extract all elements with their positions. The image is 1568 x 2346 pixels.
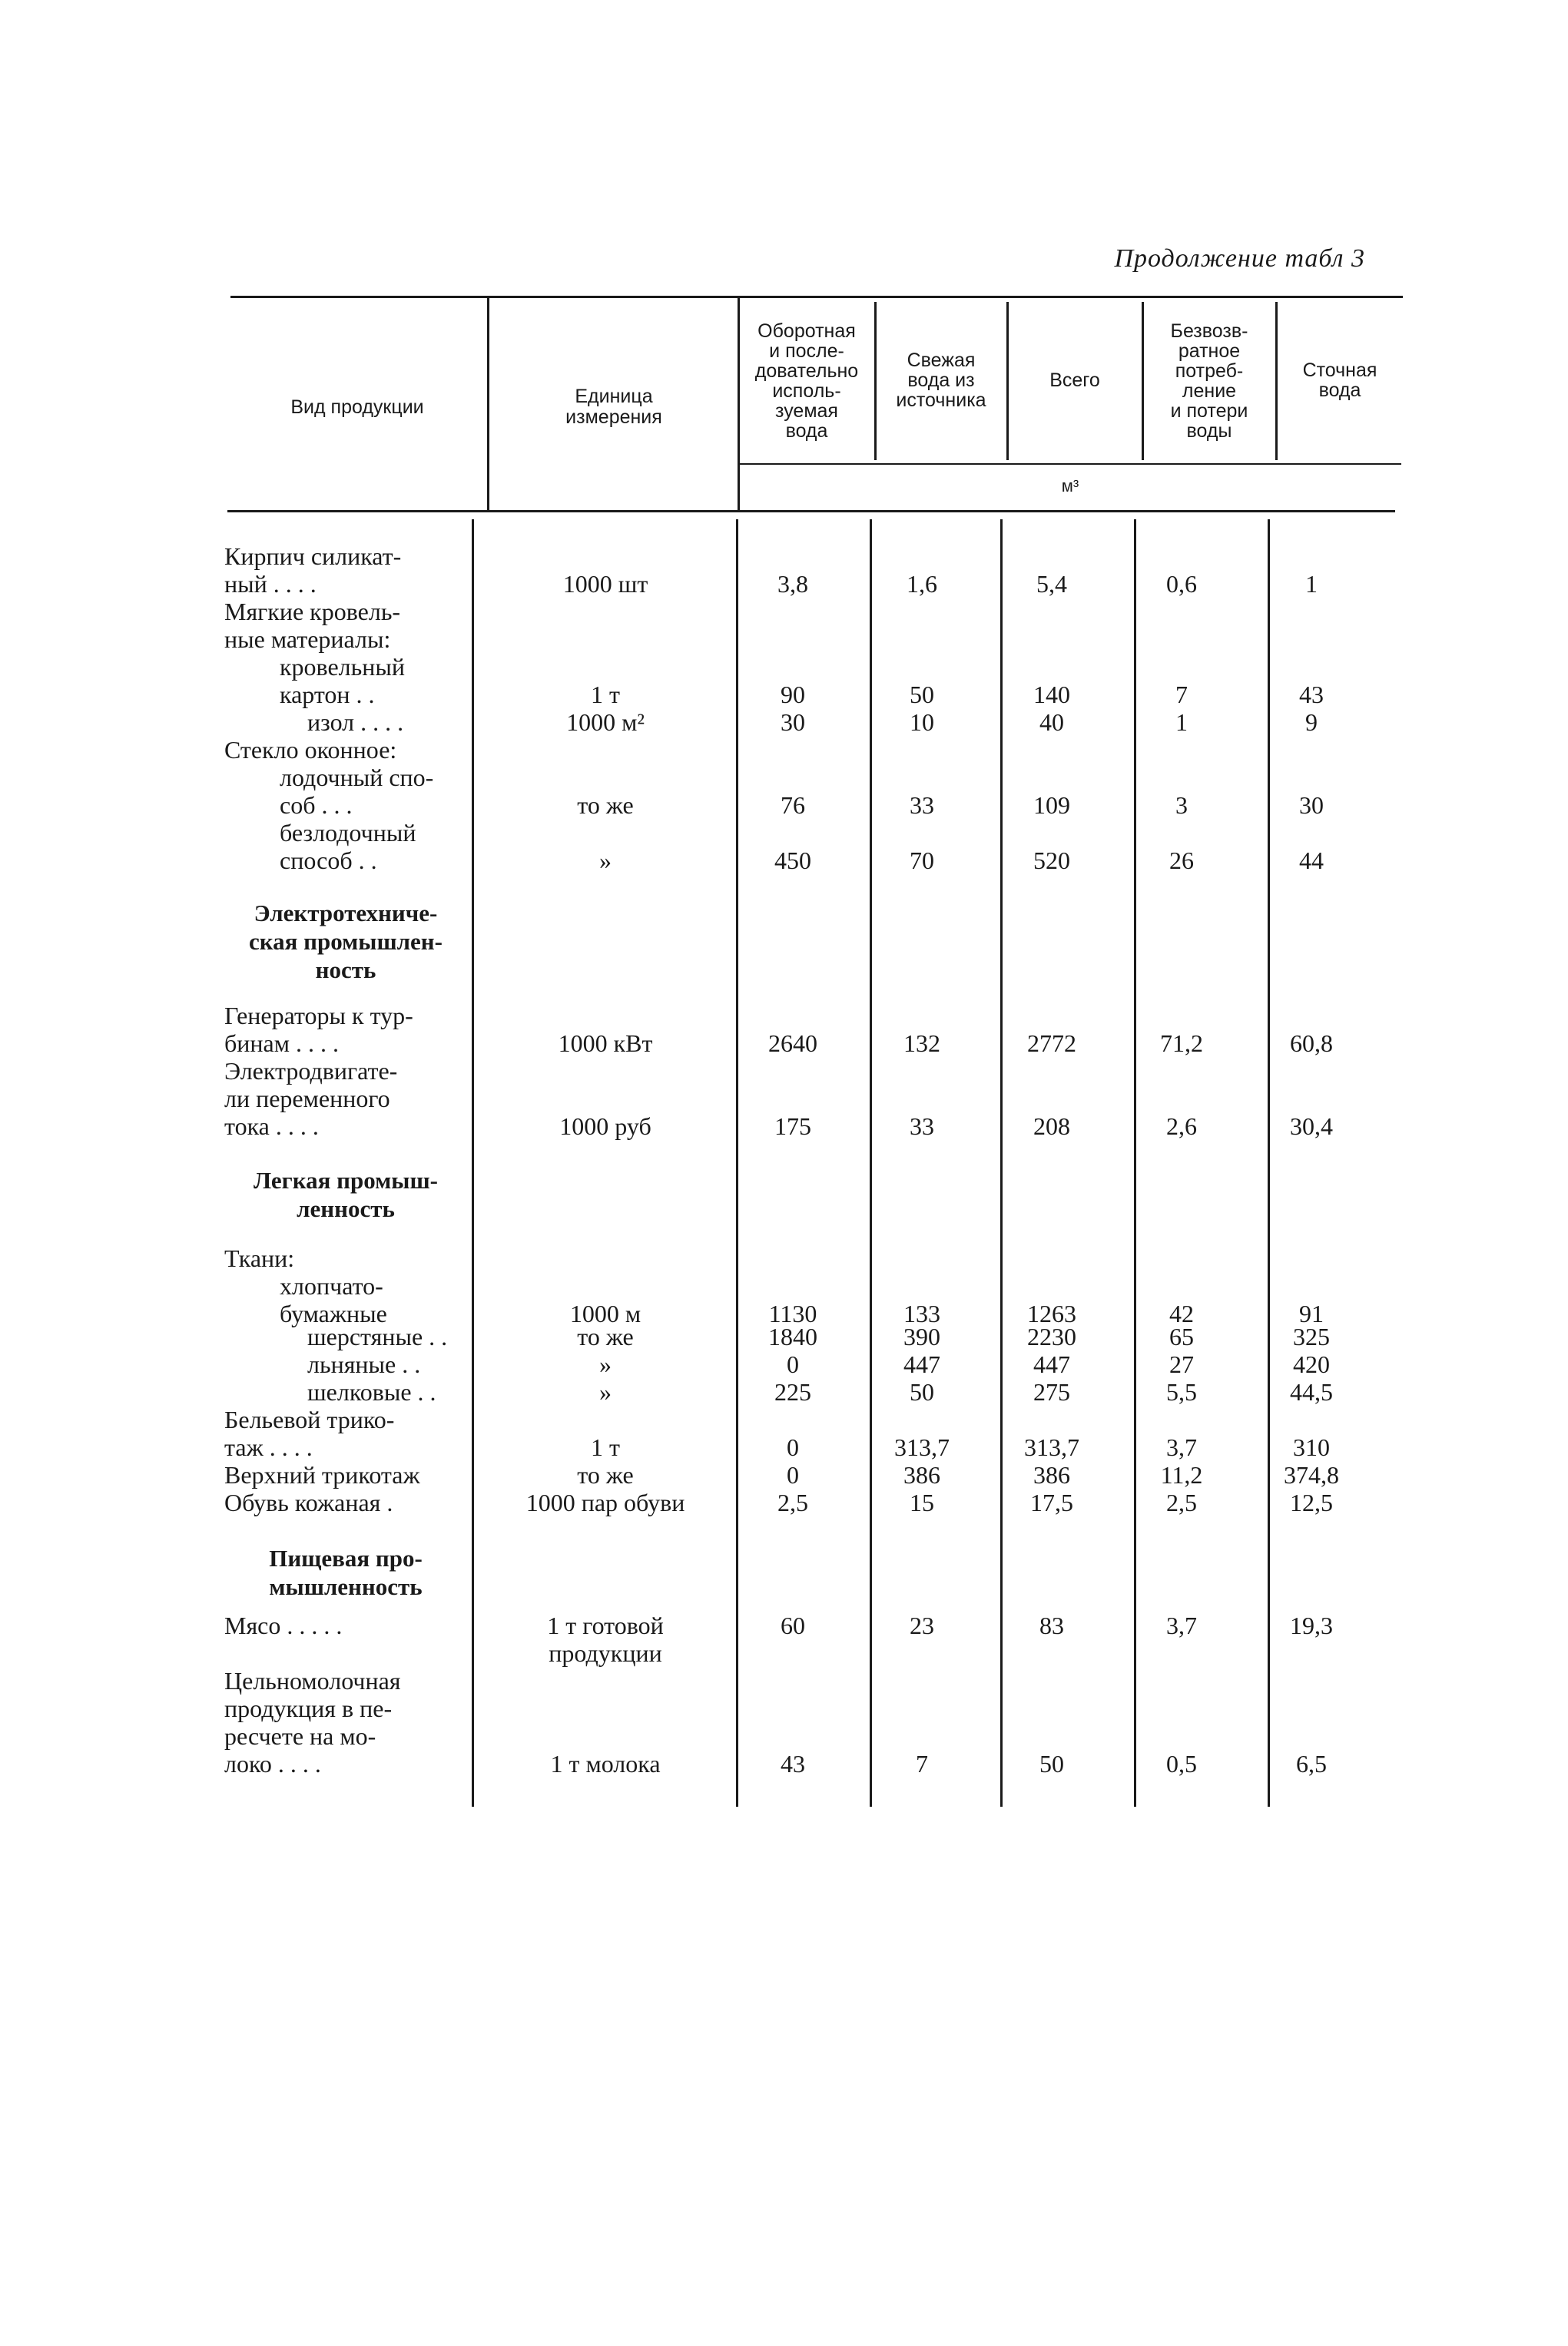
waste-cell: 30,4 <box>1290 1112 1333 1140</box>
waste-cell: 420 <box>1293 1350 1330 1378</box>
irretrievable-cell: 42 <box>1169 1300 1194 1327</box>
total-cell: 520 <box>1033 847 1070 874</box>
waste-cell: 44,5 <box>1290 1378 1333 1406</box>
irretrievable-cell: 71,2 <box>1160 1029 1203 1057</box>
total-cell: 17,5 <box>1030 1489 1073 1516</box>
product-name-line: Кирпич силикат- <box>224 542 402 570</box>
recycled-cell: 0 <box>787 1350 799 1378</box>
unit-cell: 1000 руб <box>559 1112 651 1140</box>
header-unit: Единица измерения <box>565 386 662 428</box>
irretrievable-cell: 1 <box>1175 708 1188 736</box>
total-cell: 275 <box>1033 1378 1070 1406</box>
product-name-line: Цельномолочная <box>224 1667 401 1695</box>
fresh-cell: 15 <box>910 1489 934 1516</box>
waste-cell: 43 <box>1299 681 1324 708</box>
product-name-line: ли переменного <box>224 1085 390 1112</box>
irretrievable-cell: 0,6 <box>1166 570 1197 598</box>
product-name-line: Мясо . . . . . <box>224 1612 343 1639</box>
product-name-line: соб . . . <box>280 791 353 819</box>
recycled-cell: 175 <box>774 1112 811 1140</box>
fresh-cell: 133 <box>903 1300 940 1327</box>
fresh-cell: 10 <box>910 708 934 736</box>
total-cell: 386 <box>1033 1461 1070 1489</box>
fresh-cell: 313,7 <box>894 1433 950 1461</box>
waste-cell: 6,5 <box>1296 1750 1327 1778</box>
waste-cell: 30 <box>1299 791 1324 819</box>
total-cell: 140 <box>1033 681 1070 708</box>
product-name-line: лодочный спо- <box>280 764 434 791</box>
total-cell: 50 <box>1039 1750 1064 1778</box>
product-name-line: шелковые . . <box>307 1378 436 1406</box>
unit-cell: 1 т молока <box>550 1750 661 1778</box>
unit-cell: » <box>599 1350 612 1378</box>
total-cell: 447 <box>1033 1350 1070 1378</box>
waste-cell: 12,5 <box>1290 1489 1333 1516</box>
header-bottom-rule <box>227 510 1395 512</box>
product-name-line: бинам . . . . <box>224 1029 339 1057</box>
recycled-cell: 76 <box>781 791 805 819</box>
unit-cell: то же <box>577 1461 634 1489</box>
product-name-line: Бельевой трико- <box>224 1406 395 1433</box>
fresh-cell: 390 <box>903 1323 940 1350</box>
unit-cell: 1000 м <box>569 1300 641 1327</box>
total-cell: 1263 <box>1027 1300 1076 1327</box>
waste-cell: 1 <box>1305 570 1318 598</box>
unit-cell: 1 т <box>591 1433 620 1461</box>
unit-cell: 1 т <box>591 681 620 708</box>
fresh-cell: 33 <box>910 1112 934 1140</box>
product-name-line: Ткани: <box>224 1244 295 1272</box>
product-name-line: Верхний трикотаж <box>224 1461 420 1489</box>
product-name-line: Стекло оконное: <box>224 736 397 764</box>
unit-cell: » <box>599 847 612 874</box>
recycled-cell: 450 <box>774 847 811 874</box>
product-name-line: ные материалы: <box>224 625 391 653</box>
irretrievable-cell: 3,7 <box>1166 1612 1197 1639</box>
header-measure-unit: м³ <box>1061 476 1079 495</box>
product-name-line: продукция в пе- <box>224 1695 393 1722</box>
unit-cell: 1000 шт <box>562 570 648 598</box>
header-irretrievable: Безвозв- ратное потреб- ление и потери воды <box>1170 320 1248 442</box>
total-cell: 5,4 <box>1036 570 1067 598</box>
irretrievable-cell: 27 <box>1169 1350 1194 1378</box>
product-name-line: ный . . . . <box>224 570 317 598</box>
product-name-line: бумажные <box>280 1300 387 1327</box>
unit-cell: 1 т готовой продукции <box>547 1612 664 1667</box>
body-divider <box>472 519 474 1807</box>
product-name-line: Обувь кожаная . <box>224 1489 393 1516</box>
irretrievable-cell: 0,5 <box>1166 1750 1197 1778</box>
product-name-line: хлопчато- <box>280 1272 383 1300</box>
waste-cell: 374,8 <box>1284 1461 1339 1489</box>
fresh-cell: 7 <box>916 1750 928 1778</box>
recycled-cell: 225 <box>774 1378 811 1406</box>
unit-rule <box>739 463 1401 465</box>
waste-cell: 310 <box>1293 1433 1330 1461</box>
header-fresh-water: Свежая вода из источника <box>896 350 986 411</box>
unit-cell: 1000 пар обуви <box>525 1489 685 1516</box>
product-name-line: льняные . . <box>307 1350 421 1378</box>
recycled-cell: 43 <box>781 1750 805 1778</box>
section-heading: Легкая промыш- ленность <box>254 1167 438 1222</box>
irretrievable-cell: 5,5 <box>1166 1378 1197 1406</box>
total-cell: 208 <box>1033 1112 1070 1140</box>
recycled-cell: 2,5 <box>777 1489 808 1516</box>
header-divider <box>487 298 489 510</box>
waste-cell: 19,3 <box>1290 1612 1333 1639</box>
top-rule <box>230 296 1403 298</box>
header-product: Вид продукции <box>290 396 424 418</box>
irretrievable-cell: 3,7 <box>1166 1433 1197 1461</box>
fresh-cell: 23 <box>910 1612 934 1639</box>
product-name-line: Мягкие кровель- <box>224 598 401 625</box>
product-name-line: способ . . <box>280 847 377 874</box>
fresh-cell: 70 <box>910 847 934 874</box>
fresh-cell: 1,6 <box>907 570 937 598</box>
recycled-cell: 1130 <box>768 1300 817 1327</box>
product-name-line: таж . . . . <box>224 1433 313 1461</box>
fresh-cell: 447 <box>903 1350 940 1378</box>
header-total: Всего <box>1049 369 1100 391</box>
waste-cell: 60,8 <box>1290 1029 1333 1057</box>
waste-cell: 9 <box>1305 708 1318 736</box>
irretrievable-cell: 65 <box>1169 1323 1194 1350</box>
product-name-line: Генераторы к тур- <box>224 1002 413 1029</box>
header-recycled-water: Оборотная и после- довательно исполь- зуемая вода <box>754 320 859 442</box>
product-name-line: шерстяные . . <box>307 1323 448 1350</box>
product-name-line: Электродвигате- <box>224 1057 398 1085</box>
product-name-line: безлодочный <box>280 819 416 847</box>
irretrievable-cell: 2,5 <box>1166 1489 1197 1516</box>
product-name-line: изол . . . . <box>307 708 404 736</box>
recycled-cell: 2640 <box>768 1029 817 1057</box>
product-name-line: тока . . . . <box>224 1112 319 1140</box>
header-waste-water: Сточная вода <box>1302 360 1377 401</box>
total-cell: 40 <box>1039 708 1064 736</box>
total-cell: 2230 <box>1027 1323 1076 1350</box>
irretrievable-cell: 3 <box>1175 791 1188 819</box>
recycled-cell: 90 <box>781 681 805 708</box>
product-name-line: кровельный <box>280 653 405 681</box>
recycled-cell: 3,8 <box>777 570 808 598</box>
unit-cell: 1000 м² <box>566 708 645 736</box>
waste-cell: 325 <box>1293 1323 1330 1350</box>
product-name-line: локо . . . . <box>224 1750 321 1778</box>
fresh-cell: 386 <box>903 1461 940 1489</box>
total-cell: 83 <box>1039 1612 1064 1639</box>
irretrievable-cell: 26 <box>1169 847 1194 874</box>
unit-cell: » <box>599 1378 612 1406</box>
recycled-cell: 30 <box>781 708 805 736</box>
product-name-line: картон . . <box>280 681 375 708</box>
unit-cell: то же <box>577 791 634 819</box>
recycled-cell: 60 <box>781 1612 805 1639</box>
irretrievable-cell: 11,2 <box>1160 1461 1203 1489</box>
recycled-cell: 1840 <box>768 1323 817 1350</box>
waste-cell: 91 <box>1299 1300 1324 1327</box>
waste-cell: 44 <box>1299 847 1324 874</box>
unit-cell: то же <box>577 1323 634 1350</box>
total-cell: 109 <box>1033 791 1070 819</box>
section-heading: Электротехниче- ская промышлен- ность <box>248 900 443 983</box>
fresh-cell: 132 <box>903 1029 940 1057</box>
recycled-cell: 0 <box>787 1433 799 1461</box>
irretrievable-cell: 7 <box>1175 681 1188 708</box>
unit-cell: 1000 кВт <box>558 1029 653 1057</box>
recycled-cell: 0 <box>787 1461 799 1489</box>
table-caption: Продолжение табл 3 <box>1114 244 1365 273</box>
fresh-cell: 33 <box>910 791 934 819</box>
fresh-cell: 50 <box>910 1378 934 1406</box>
product-name-line: ресчете на мо- <box>224 1722 376 1750</box>
section-heading: Пищевая про- мышленность <box>269 1545 423 1600</box>
fresh-cell: 50 <box>910 681 934 708</box>
irretrievable-cell: 2,6 <box>1166 1112 1197 1140</box>
total-cell: 2772 <box>1027 1029 1076 1057</box>
total-cell: 313,7 <box>1024 1433 1079 1461</box>
